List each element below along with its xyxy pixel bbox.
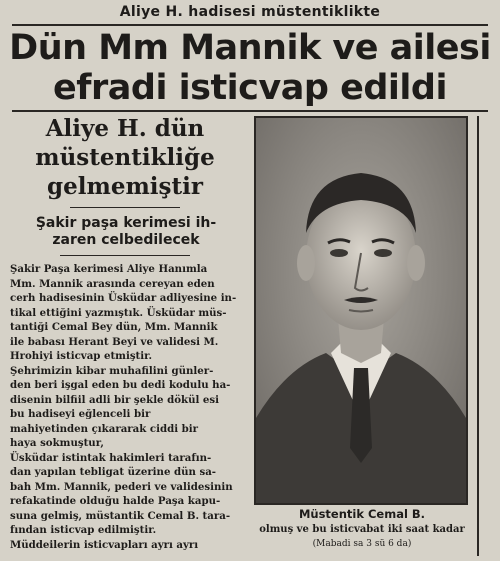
article-line: dan yapılan tebligat üzerine dün sa- [10, 466, 217, 478]
article-line: den beri işgal eden bu dedi kodulu ha- [10, 379, 231, 391]
article-line: Müddeilerin isticvapları ayrı ayrı [10, 538, 199, 551]
kicker-headline: Aliye H. hadisesi müstentiklikte [119, 4, 381, 20]
article-line: Şehrimizin kibar muhafilini günler- [10, 364, 214, 377]
portrait-photo [254, 116, 468, 505]
subheadline-line-3: gelmemiştir [47, 173, 203, 200]
subhead-rule [70, 207, 180, 208]
main-headline-line-1: Dün Mm Mannik ve ailesi [9, 28, 491, 68]
photo-caption: Müstentik Cemal B. [298, 507, 426, 521]
article-continuation-line: olmuş ve bu isticvabat iki saat kadar [259, 524, 465, 535]
article-line: Şakir Paşa kerimesi Aliye Hanımla [10, 263, 208, 275]
article-line: suna gelmiş, müstantik Cemal B. tara- [10, 509, 231, 522]
article-line: tikal ettiğini yazmıştık. Üsküdar müs- [10, 306, 227, 319]
article-line: refakatinde olduğu halde Paşa kapu- [10, 495, 221, 507]
jump-line: (Mabadi sa 3 sü 6 da) [312, 539, 412, 549]
article-line: haya sokmuştur, [10, 437, 104, 449]
article-line: Mm. Mannik arasında cereyan eden [10, 277, 215, 290]
article-line: mahiyetinden çıkararak ciddi bir [10, 422, 198, 435]
column-rule [477, 116, 479, 556]
article-line: Hrohiyi isticvap etmiştir. [10, 350, 153, 362]
article-line: ile babası Herant Beyi ve validesi M. [10, 335, 219, 348]
main-headline-line-2: efradi isticvap edildi [53, 68, 447, 108]
article-line: fından isticvap edilmiştir. [10, 524, 157, 536]
article-line: bah Mm. Mannik, pederi ve validesinin [10, 480, 233, 493]
article-line: Üsküdar istintak hakimleri tarafın- [10, 451, 212, 464]
deck-rule [60, 255, 190, 256]
article-line: disenin bilfiil adli bir şekle dökül esi [10, 393, 219, 406]
article-line: bu hadiseyi eğlenceli bir [10, 408, 151, 420]
article-line: tantiği Cemal Bey dün, Mm. Mannik [10, 321, 218, 333]
subheadline-line-2: müstentikliğe [35, 144, 215, 171]
headline-rule [12, 110, 488, 112]
article-line: cerh hadisesinin Üsküdar adliyesine in- [10, 292, 237, 304]
deck-line-1: Şakir paşa kerimesi ih- [35, 215, 217, 231]
subheadline-line-1: Aliye H. dün [45, 115, 205, 142]
top-rule [12, 24, 488, 26]
deck-line-2: zaren celbedilecek [52, 232, 200, 248]
portrait-illustration [256, 118, 466, 503]
